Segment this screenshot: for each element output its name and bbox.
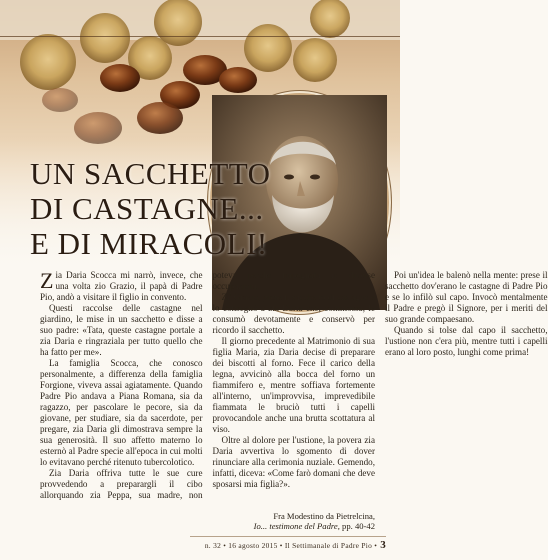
signature-work: Io... testimone del Padre — [253, 521, 338, 531]
headline-line-2: DI CASTAGNE... — [30, 191, 264, 226]
page-footer — [0, 539, 386, 551]
headline-line-3: E DI MIRACOLI! — [30, 226, 268, 261]
article-paragraph: Oltre al dolore per l'ustione, la povera zia Daria avvertiva lo sgomento di dover rinunciare alla cerimonia nuziale. Gemendo, infatti, diceva: «Come farò domani che deve sposarsi mia figlia?». — [212, 435, 375, 489]
article-paragraph: Questi raccolse delle castagne nel giardino, le mise in un sacchetto e disse a suo padre: «Tata, queste castagne portale a zia Daria e ringraziala per tutto quello che ha fatto per me». — [40, 303, 203, 357]
article-headline — [30, 156, 360, 261]
signature-author: Fra Modestino da Pietrelcina, — [273, 511, 375, 521]
page-number: 3 — [380, 539, 386, 551]
signature-pages: , pp. 40-42 — [337, 521, 375, 531]
article-paragraph: Zi' Grazio, prese il sacchetto di castagne e lo consegnò a zia Daria che, commossa, le consumò devotamente e conservò per ricordo il sacchetto. — [212, 292, 375, 335]
footer-rule — [190, 536, 386, 537]
article-body — [40, 268, 548, 506]
article-paragraph: Poi un'idea le balenò nella mente: prese il sacchetto dov'erano le castagne di Padre Pio e se lo infilò sul capo. Invocò mentalmente il Padre e pregò il Signore, per i meriti del suo grande compaesano. — [385, 270, 548, 324]
headline-line-1: UN SACCHETTO — [30, 156, 271, 191]
article-paragraph: Zia Daria offriva tutte le sue cure provvedendo a preparargli il cibo allorquando zia Peppa, sua madre, non poteva perché impegnata in diverse occupazioni. — [40, 270, 375, 500]
signature-source — [225, 521, 375, 531]
article-paragraph: Quando si tolse dal capo il sacchetto, l'ustione non c'era più, mentre tutti i capelli erano al loro posto, lunghi come prima! — [385, 325, 548, 357]
issue-info: n. 32 • 16 agosto 2015 • Il Settimanale di Padre Pio • — [204, 541, 378, 550]
article-paragraph: Zia Daria Scocca mi narrò, invece, che una volta zio Grazio, il papà di Padre Pio, andò a visitare il figlio in convento. — [40, 268, 203, 302]
top-rule — [0, 36, 400, 37]
article-signature — [225, 511, 375, 531]
article-paragraph: Il giorno precedente al Matrimonio di sua figlia Maria, zia Daria decise di preparare dei biscotti al forno. Fece il carico della legna, avvicinò alla bocca del forno un fiammifero e, mentre soffiava fortemente all'interno, un'improvvisa, imprevedibile fiammata le bruciò tutti i capelli provocandole anche una brutta scottatura al viso. — [212, 336, 375, 434]
article-paragraph: La famiglia Scocca, che conosco personalmente, a differenza della famiglia Forgione, viveva assai agiatamente. Quando Padre Pio andava a Piana Romana, sia da ragazzo, per pascolare le pecore, sia da giovane, per studiare, sia da sacerdote, per pregare, zia Daria gli dimostrava sempre la sua generosità. Il suo affetto materno lo esternò al Padre specie all'epoca in cui molti lo evitavano perché ritenuto tubercolotico. — [40, 358, 203, 467]
drop-cap: Z — [40, 268, 54, 293]
